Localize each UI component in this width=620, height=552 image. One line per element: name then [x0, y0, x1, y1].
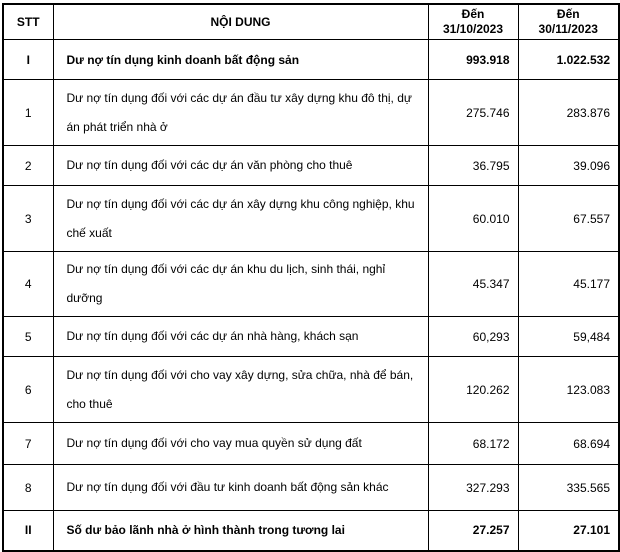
content-cell: Dư nợ tín dụng đối với các dự án đầu tư xây dựng khu đô thị, dự án phát triển nhà ở: [53, 80, 428, 146]
table-row-7: [3, 423, 619, 465]
header-noi-dung: NỘI DUNG: [53, 4, 428, 40]
content-cell: Dư nợ tín dụng đối với cho vay mua quyền sử dụng đất: [53, 423, 428, 465]
table-row-section-II: [3, 511, 619, 551]
content-cell: Dư nợ tín dụng đối với các dự án văn phòng cho thuê: [53, 146, 428, 186]
value-nov-cell: 123.083: [518, 357, 619, 423]
header-date-2: [518, 4, 619, 40]
stt-cell: 3: [3, 186, 53, 252]
value-nov-cell: 39.096: [518, 146, 619, 186]
content-cell: Dư nợ tín dụng đối với các dự án xây dựng khu công nghiệp, khu chế xuất: [53, 186, 428, 252]
value-oct-cell: 120.262: [428, 357, 518, 423]
value-oct-cell: 60.010: [428, 186, 518, 252]
table-row-6: [3, 357, 619, 423]
content-cell: Dư nợ tín dụng đối với cho vay xây dựng, sửa chữa, nhà để bán, cho thuê: [53, 357, 428, 423]
table-row-section-I: [3, 40, 619, 80]
stt-cell: 1: [3, 80, 53, 146]
value-oct-cell: 60,293: [428, 317, 518, 357]
stt-cell: 2: [3, 146, 53, 186]
content-cell: Dư nợ tín dụng đối với đầu tư kinh doanh bất động sản khác: [53, 465, 428, 511]
header-row: [3, 4, 619, 40]
stt-cell: 7: [3, 423, 53, 465]
table-row-8: [3, 465, 619, 511]
value-nov-cell: 27.101: [518, 511, 619, 551]
value-oct-cell: 275.746: [428, 80, 518, 146]
value-oct-cell: 36.795: [428, 146, 518, 186]
stt-cell: 4: [3, 252, 53, 317]
table-row-3: [3, 186, 619, 252]
stt-cell: 6: [3, 357, 53, 423]
header-date-1-line1: Đến: [461, 7, 485, 21]
stt-cell: I: [3, 40, 53, 80]
table-row-1: [3, 80, 619, 146]
value-nov-cell: 335.565: [518, 465, 619, 511]
stt-cell: 5: [3, 317, 53, 357]
value-nov-cell: 68.694: [518, 423, 619, 465]
header-date-1: [428, 4, 518, 40]
value-nov-cell: 67.557: [518, 186, 619, 252]
value-nov-cell: 45.177: [518, 252, 619, 317]
value-oct-cell: 993.918: [428, 40, 518, 80]
stt-cell: 8: [3, 465, 53, 511]
header-date-2-line2: 30/11/2023: [538, 22, 598, 36]
value-oct-cell: 45.347: [428, 252, 518, 317]
value-oct-cell: 27.257: [428, 511, 518, 551]
value-nov-cell: 1.022.532: [518, 40, 619, 80]
content-cell: Số dư bảo lãnh nhà ở hình thành trong tương lai: [53, 511, 428, 551]
credit-outstanding-table: [2, 3, 620, 552]
content-cell: Dư nợ tín dụng đối với các dự án khu du lịch, sinh thái, nghỉ dưỡng: [53, 252, 428, 317]
header-stt: STT: [3, 4, 53, 40]
header-date-1-line2: 31/10/2023: [442, 22, 504, 36]
content-cell: Dư nợ tín dụng kinh doanh bất động sản: [53, 40, 428, 80]
content-cell: Dư nợ tín dụng đối với các dự án nhà hàng, khách sạn: [53, 317, 428, 357]
table-row-4: [3, 252, 619, 317]
header-date-2-line1: Đến: [556, 7, 580, 21]
value-oct-cell: 68.172: [428, 423, 518, 465]
stt-cell: II: [3, 511, 53, 551]
table-row-2: [3, 146, 619, 186]
value-nov-cell: 59,484: [518, 317, 619, 357]
value-nov-cell: 283.876: [518, 80, 619, 146]
value-oct-cell: 327.293: [428, 465, 518, 511]
table-row-5: [3, 317, 619, 357]
